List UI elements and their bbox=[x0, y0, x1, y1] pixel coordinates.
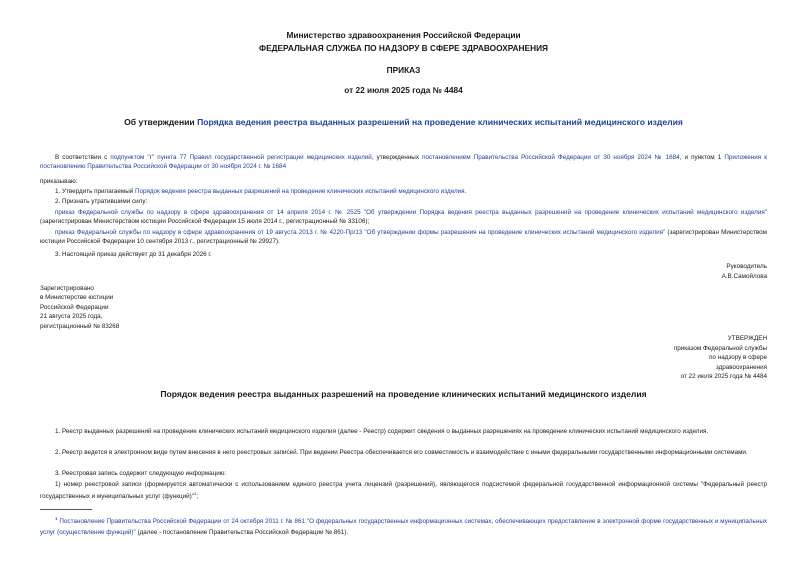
registration-block bbox=[40, 284, 119, 331]
item-2-intro: 2. Признать утратившими силу: bbox=[55, 198, 148, 205]
procedure-paragraph-2: 2. Реестр ведется в электронном виде путем внесения в него реестровых записей. При ведении Реестра обеспечивается его совместимость и взаимодействие с иными федеральными государственными информационными системами. bbox=[55, 449, 748, 456]
item-2-sub-1 bbox=[40, 208, 767, 227]
item-3: 3. Настоящий приказ действует до 31 декабря 2026 г. bbox=[55, 251, 212, 258]
approval-line: УТВЕРЖДЕН bbox=[727, 335, 767, 342]
registration-line: Зарегистрировано bbox=[40, 285, 94, 292]
signature-role: Руководитель bbox=[726, 263, 767, 270]
resolution-link[interactable]: постановлением Правительства Российской Федерации от 30 ноября 2024 № 1684 bbox=[422, 154, 680, 161]
order-2525-link[interactable]: приказ Федеральной службы по надзору в сфере здравоохранения от 14 апреля 2014 г. № 2525 "Об утверждении Порядка ведения реестра выданных разрешений на проведение клинических испытаний медицинского изделия" bbox=[55, 209, 767, 216]
item-text: 1. Утвердить прилагаемый bbox=[55, 188, 136, 195]
annex-link[interactable]: Приложения к постановлению Правительства Российской Федерации от 30 ноября 2024 г. № 1684 bbox=[40, 154, 768, 171]
footnote-number: 1 bbox=[55, 516, 58, 521]
footnote bbox=[40, 514, 767, 538]
document-date-number: от 22 июля 2025 года № 4484 bbox=[344, 85, 463, 95]
resolution-861-link[interactable]: Постановление Правительства Российской Федерации от 24 октября 2011 г. № 861 "О федеральных государственных информационных системах, обеспечивающих предоставление в электронной форме государственных и муниципальных услуг (осуществление функций)" bbox=[40, 518, 767, 536]
footnote-marker[interactable]: 1 bbox=[193, 491, 197, 497]
service-name: ФЕДЕРАЛЬНАЯ СЛУЖБА ПО НАДЗОРУ В СФЕРЕ ЗДРАВООХРАНЕНИЯ bbox=[259, 43, 548, 53]
procedure-paragraph-3: 3. Реестровая запись содержит следующую информацию: bbox=[55, 470, 227, 477]
procedure-paragraph-1: 1. Реестр выданных разрешений на проведение клинических испытаний медицинского изделия (далее - Реестр) содержит сведения о выданных разрешениях на проведение клинических испытаний медицинского изделия. bbox=[55, 428, 709, 435]
registration-line: регистрационный № 83268 bbox=[40, 322, 120, 330]
approval-line: здравоохранения bbox=[715, 363, 767, 371]
title-prefix: Об утверждении bbox=[124, 117, 198, 127]
procedure-text: 1) номер реестровой записи (формируется автоматически с использованием единого реестра учета лицензий (разрешений), являющегося подсистемой федеральной государственной информационной системы "Федеральный реестр государственных и муниципальных услуг (функций)" bbox=[40, 481, 767, 501]
footnote-divider bbox=[40, 509, 92, 510]
item-text: (зарегистрирован Министерством юстиции Российской Федерации 15 июля 2014 г., регистрационный № 33106); bbox=[40, 218, 370, 226]
preamble-paragraph bbox=[40, 153, 767, 172]
preamble-text: , утвержденных bbox=[371, 154, 423, 161]
procedure-text: ; bbox=[196, 493, 199, 501]
approval-block bbox=[674, 334, 767, 382]
ministry-name: Министерство здравоохранения Российской Федерации bbox=[286, 30, 521, 40]
procedure-title: Порядок ведения реестра выданных разрешений на проведение клинических испытаний медицинского изделия bbox=[160, 389, 647, 399]
item-text: . bbox=[464, 188, 467, 195]
approval-line: от 22 июля 2025 года № 4484 bbox=[680, 373, 767, 381]
registration-line: Российской Федерации bbox=[40, 303, 109, 311]
preamble-text: , и пунктом 1 bbox=[679, 154, 725, 161]
item-2-sub-2 bbox=[40, 228, 767, 247]
item-1 bbox=[55, 187, 466, 196]
preamble-text: В соответствии с bbox=[55, 154, 111, 161]
title-link[interactable]: Порядка ведения реестра выданных разрешений на проведение клинических испытаний медицинского изделия bbox=[197, 117, 683, 127]
registration-line: в Министерстве юстиции bbox=[40, 294, 114, 302]
footnote-text: (далее - постановление Правительства Российской Федерации № 861). bbox=[135, 528, 349, 536]
document-title bbox=[0, 117, 807, 127]
orders-text: приказываю: bbox=[40, 178, 78, 185]
procedure-link[interactable]: Порядок ведения реестра выданных разрешений на проведение клинических испытаний медицинского изделия bbox=[135, 188, 465, 195]
signature-name: А.В.Самойлова bbox=[721, 273, 767, 280]
order-4220-link[interactable]: приказ Федеральной службы по надзору в сфере здравоохранения от 19 августа 2013 г. № 4220-Пр/13 "Об утверждении формы разрешения на проведение клинических испытаний медицинского изделия" bbox=[55, 229, 666, 236]
approval-line: по надзору в сфере bbox=[709, 354, 767, 362]
item-text: (зарегистрирован Министерством юстиции Российской Федерации 10 сентября 2013 г., регистрационный № 29927). bbox=[40, 229, 767, 246]
document-type: ПРИКАЗ bbox=[386, 65, 421, 75]
rules-link[interactable]: подпунктом "г" пункта 77 Правил государственной регистрации медицинских изделий bbox=[110, 154, 372, 161]
approval-line: приказом Федеральной службы bbox=[673, 344, 767, 352]
procedure-paragraph-4 bbox=[40, 480, 767, 502]
registration-line: 21 августа 2025 года, bbox=[40, 313, 103, 321]
